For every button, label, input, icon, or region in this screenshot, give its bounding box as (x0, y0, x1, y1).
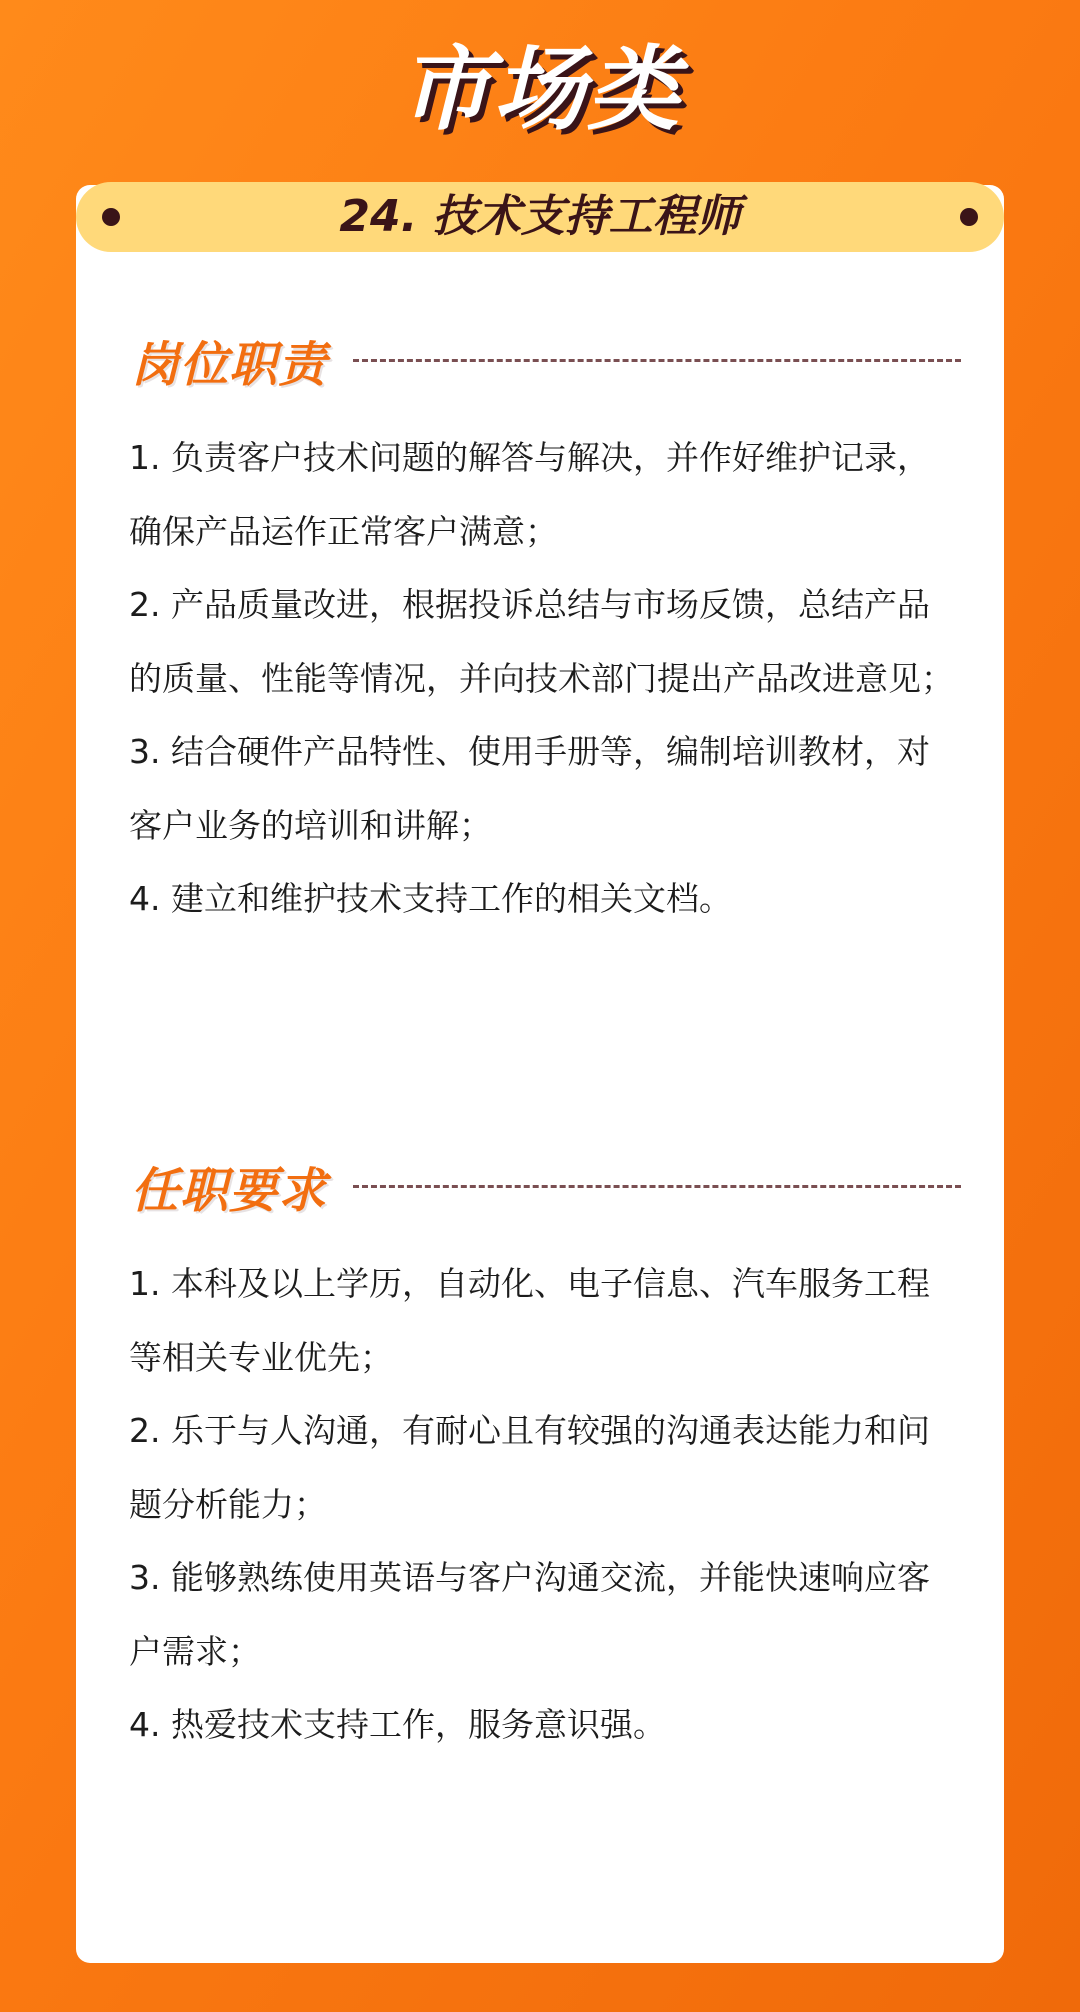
section-header-requirements (131, 1151, 961, 1221)
banner-dot-right-icon (960, 208, 978, 226)
section-header-duties (131, 325, 961, 395)
list-item: 3. 能够熟练使用英语与客户沟通交流，并能快速响应客户需求； (129, 1558, 930, 1671)
list-item: 2. 乐于与人沟通，有耐心且有较强的沟通表达能力和问题分析能力； (129, 1411, 930, 1524)
duties-list (129, 421, 959, 936)
dashed-divider (353, 1185, 961, 1188)
requirements-list (129, 1247, 959, 1762)
job-title: 24. 技术支持工程师 (339, 191, 741, 242)
list-item: 2. 产品质量改进，根据投诉总结与市场反馈，总结产品的质量、性能等情况，并向技术部门提出产品改进意见； (129, 585, 954, 698)
section-title: 任职要求 (131, 1162, 328, 1219)
list-item: 4. 建立和维护技术支持工作的相关文档。 (129, 879, 732, 918)
list-item: 4. 热爱技术支持工作，服务意识强。 (129, 1705, 666, 1744)
section-title: 岗位职责 (131, 336, 328, 393)
job-title-banner (76, 182, 1004, 252)
list-item: 1. 本科及以上学历，自动化、电子信息、汽车服务工程等相关专业优先； (129, 1264, 930, 1377)
dashed-divider (353, 359, 961, 362)
list-item: 1. 负责客户技术问题的解答与解决，并作好维护记录，确保产品运作正常客户满意； (129, 438, 930, 551)
list-item: 3. 结合硬件产品特性、使用手册等，编制培训教材，对客户业务的培训和讲解； (129, 732, 930, 845)
category-title: 市场类 (398, 36, 681, 143)
